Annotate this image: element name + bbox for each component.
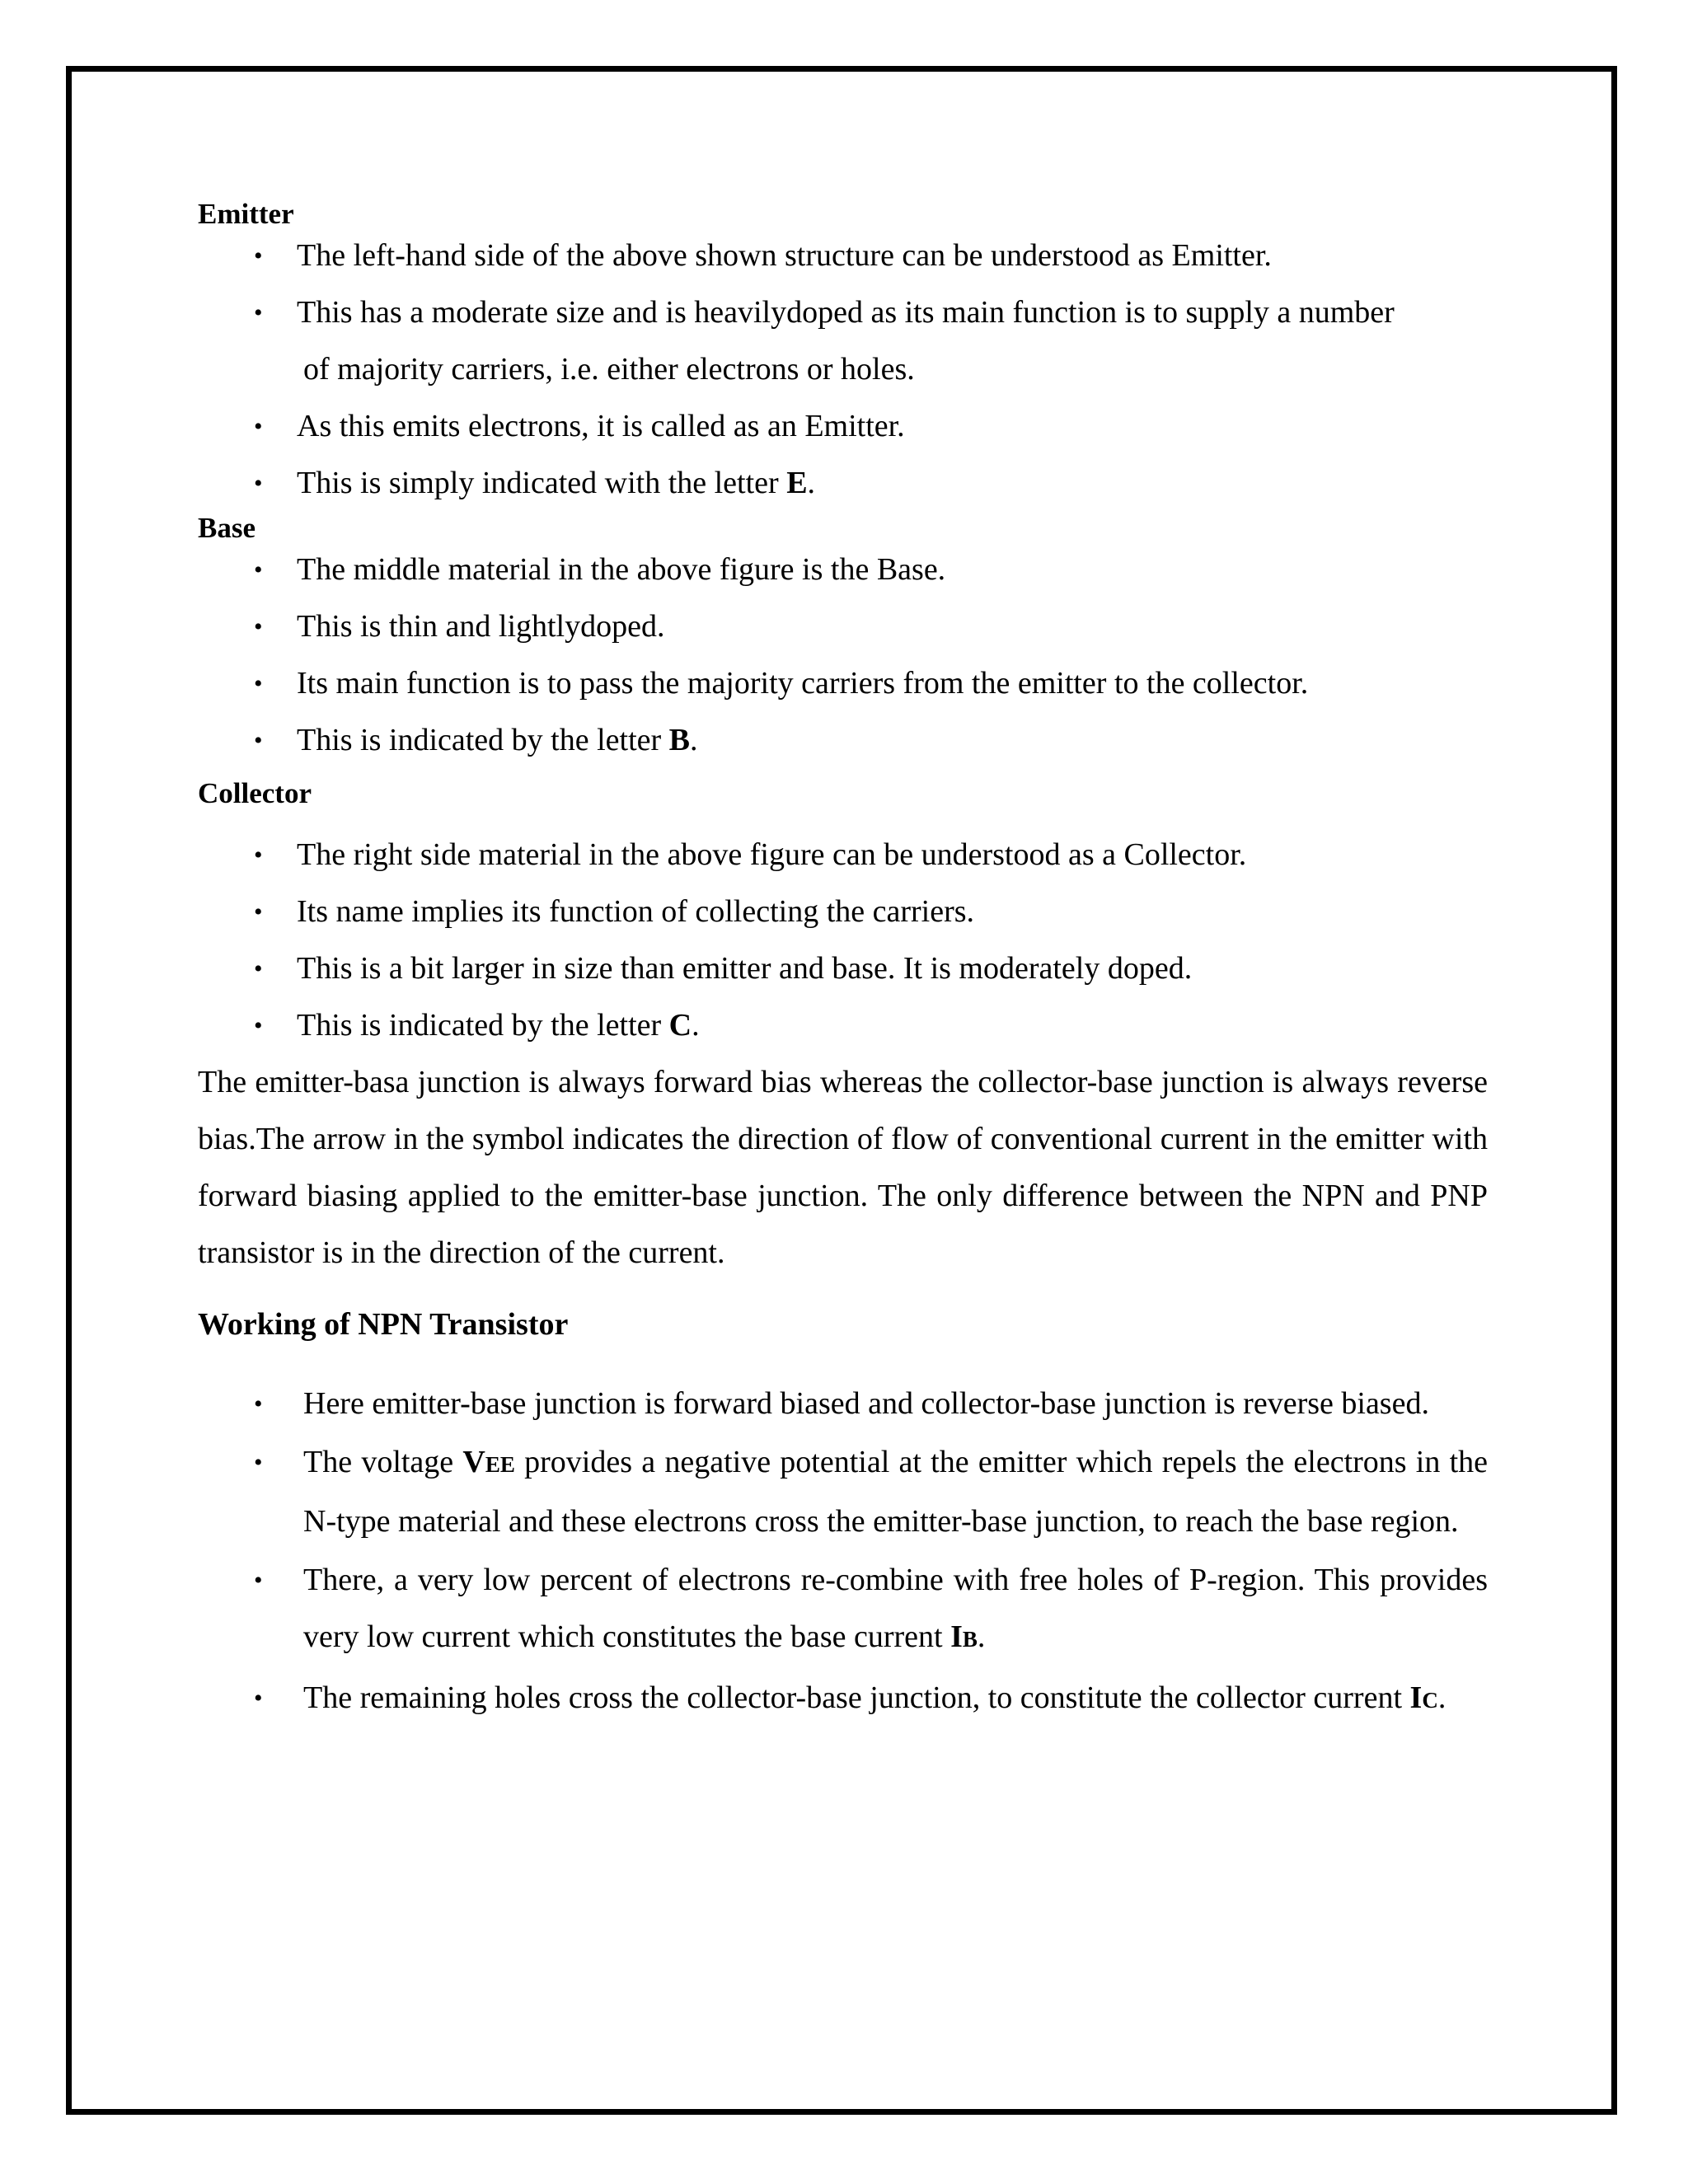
list-item: • Here emitter-base junction is forward biased and collector-base junction is reverse biased. (198, 1376, 1488, 1432)
list-item: • The middle material in the above figure is the Base. (198, 541, 1488, 598)
list-item: • This has a moderate size and is heavilydoped as its main function is to supply a number of majority carriers, i.e. either electrons or holes. (198, 284, 1488, 398)
bullet-icon: • (254, 955, 263, 982)
list-item: • There, a very low percent of electrons re-combine with free holes of P-region. This provides very low current which constitutes the base current IB. (198, 1552, 1488, 1668)
bullet-icon: • (254, 1685, 263, 1712)
list-item: • This is a bit larger in size than emitter and base. It is moderately doped. (198, 940, 1488, 997)
base-heading: Base (198, 512, 256, 544)
collector-list (198, 827, 1488, 1054)
symbol-ic: IC (1409, 1680, 1438, 1715)
bullet-icon: • (254, 470, 263, 497)
collector-heading: Collector (198, 777, 312, 809)
list-item: • This is thin and lightlydoped. (198, 598, 1488, 655)
symbol-ib: IB (950, 1619, 978, 1654)
bullet-icon: • (254, 1012, 263, 1039)
letter-e: E (786, 466, 808, 500)
bullet-icon: • (254, 556, 263, 583)
letter-c: C (668, 1008, 692, 1043)
list-item: • The left-hand side of the above shown structure can be understood as Emitter. (198, 227, 1488, 284)
bias-paragraph: The emitter-basa junction is always forward bias whereas the collector-base junction is always reverse bias.The arrow in the symbol indicates the direction of flow of conventional current in the emitter with forward biasing applied to the emitter-base junction. The only difference between the NPN and PNP transistor is in the direction of the current. (198, 1065, 1488, 1270)
bullet-icon: • (254, 242, 263, 269)
document-body (198, 198, 1488, 1731)
bullet-icon: • (254, 299, 263, 326)
working-heading: Working of NPN Transistor (198, 1307, 569, 1342)
symbol-vee: VEE (462, 1445, 515, 1479)
base-list (198, 541, 1488, 769)
list-item: • This is indicated by the letter B. (198, 712, 1488, 769)
bullet-icon: • (254, 1567, 263, 1594)
emitter-heading: Emitter (198, 198, 294, 230)
bullet-icon: • (254, 1390, 263, 1418)
list-item: • Its main function is to pass the majority carriers from the emitter to the collector. (198, 655, 1488, 712)
list-item: • The right side material in the above figure can be understood as a Collector. (198, 827, 1488, 883)
bullet-icon: • (254, 613, 263, 640)
bullet-icon: • (254, 841, 263, 869)
bullet-icon: • (254, 898, 263, 926)
list-item: • The voltage VEE provides a negative potential at the emitter which repels the electrons in the N-type material and these electrons cross the emitter-base junction, to reach the base region. (198, 1434, 1488, 1550)
list-item: • This is indicated by the letter C. (198, 997, 1488, 1054)
list-item: • Its name implies its function of collecting the carriers. (198, 883, 1488, 940)
bullet-icon: • (254, 727, 263, 754)
bullet-icon: • (254, 413, 263, 440)
list-item: • As this emits electrons, it is called as an Emitter. (198, 398, 1488, 455)
working-list (198, 1376, 1488, 1729)
letter-b: B (668, 723, 691, 757)
list-item: • This is simply indicated with the letter E. (198, 455, 1488, 512)
bullet-icon: • (254, 670, 263, 697)
list-item: • The remaining holes cross the collector-base junction, to constitute the collector current IC. (198, 1670, 1488, 1729)
bullet-icon: • (254, 1449, 263, 1476)
emitter-list (198, 227, 1488, 512)
